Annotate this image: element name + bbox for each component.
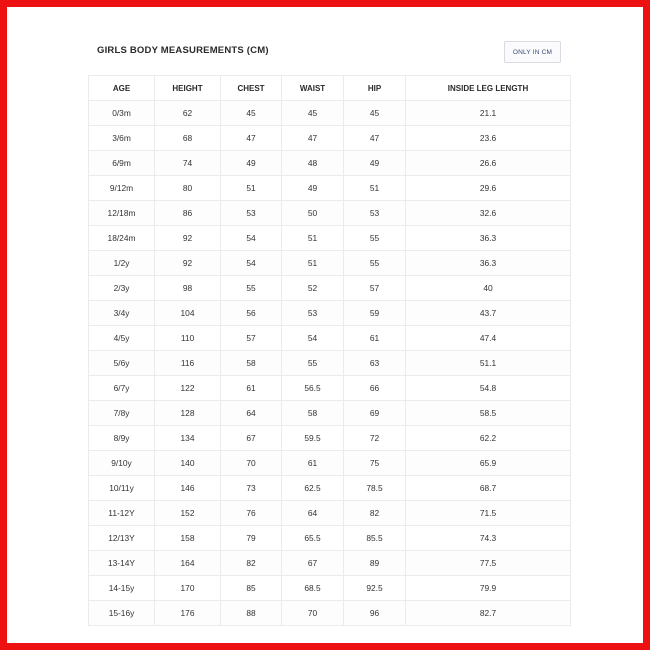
hip-cell: 53 bbox=[344, 201, 406, 226]
hip-cell: 69 bbox=[344, 401, 406, 426]
header-age: AGE bbox=[89, 76, 155, 101]
table-row bbox=[89, 326, 571, 351]
hip-cell: 61 bbox=[344, 326, 406, 351]
table-row bbox=[89, 276, 571, 301]
chest-cell: 73 bbox=[221, 476, 282, 501]
table-row bbox=[89, 576, 571, 601]
waist-cell: 55 bbox=[282, 351, 344, 376]
table-row bbox=[89, 151, 571, 176]
hip-cell: 49 bbox=[344, 151, 406, 176]
chest-cell: 56 bbox=[221, 301, 282, 326]
chest-cell: 57 bbox=[221, 326, 282, 351]
height-cell: 74 bbox=[155, 151, 221, 176]
waist-cell: 68.5 bbox=[282, 576, 344, 601]
height-cell: 146 bbox=[155, 476, 221, 501]
hip-cell: 66 bbox=[344, 376, 406, 401]
chest-cell: 58 bbox=[221, 351, 282, 376]
table-row bbox=[89, 501, 571, 526]
height-cell: 140 bbox=[155, 451, 221, 476]
hip-cell: 85.5 bbox=[344, 526, 406, 551]
height-cell: 92 bbox=[155, 251, 221, 276]
age-cell: 8/9y bbox=[89, 426, 155, 451]
inside-leg-length-cell: 54.8 bbox=[406, 376, 571, 401]
header-row bbox=[89, 76, 571, 101]
waist-cell: 65.5 bbox=[282, 526, 344, 551]
inside-leg-length-cell: 65.9 bbox=[406, 451, 571, 476]
inside-leg-length-cell: 40 bbox=[406, 276, 571, 301]
hip-cell: 72 bbox=[344, 426, 406, 451]
inside-leg-length-cell: 74.3 bbox=[406, 526, 571, 551]
waist-cell: 56.5 bbox=[282, 376, 344, 401]
hip-cell: 75 bbox=[344, 451, 406, 476]
hip-cell: 82 bbox=[344, 501, 406, 526]
hip-cell: 92.5 bbox=[344, 576, 406, 601]
inside-leg-length-cell: 82.7 bbox=[406, 601, 571, 626]
inside-leg-length-cell: 79.9 bbox=[406, 576, 571, 601]
height-cell: 62 bbox=[155, 101, 221, 126]
waist-cell: 51 bbox=[282, 226, 344, 251]
chest-cell: 76 bbox=[221, 501, 282, 526]
chest-cell: 85 bbox=[221, 576, 282, 601]
inside-leg-length-cell: 77.5 bbox=[406, 551, 571, 576]
hip-cell: 55 bbox=[344, 251, 406, 276]
height-cell: 116 bbox=[155, 351, 221, 376]
table-row bbox=[89, 351, 571, 376]
waist-cell: 54 bbox=[282, 326, 344, 351]
inside-leg-length-cell: 36.3 bbox=[406, 226, 571, 251]
height-cell: 128 bbox=[155, 401, 221, 426]
waist-cell: 59.5 bbox=[282, 426, 344, 451]
age-cell: 11-12Y bbox=[89, 501, 155, 526]
hip-cell: 59 bbox=[344, 301, 406, 326]
age-cell: 7/8y bbox=[89, 401, 155, 426]
age-cell: 18/24m bbox=[89, 226, 155, 251]
header-chest: CHEST bbox=[221, 76, 282, 101]
hip-cell: 78.5 bbox=[344, 476, 406, 501]
table-row bbox=[89, 526, 571, 551]
table-row bbox=[89, 601, 571, 626]
inside-leg-length-cell: 58.5 bbox=[406, 401, 571, 426]
inside-leg-length-cell: 32.6 bbox=[406, 201, 571, 226]
inside-leg-length-cell: 43.7 bbox=[406, 301, 571, 326]
waist-cell: 47 bbox=[282, 126, 344, 151]
age-cell: 15-16y bbox=[89, 601, 155, 626]
age-cell: 6/9m bbox=[89, 151, 155, 176]
height-cell: 164 bbox=[155, 551, 221, 576]
waist-cell: 50 bbox=[282, 201, 344, 226]
inside-leg-length-cell: 71.5 bbox=[406, 501, 571, 526]
hip-cell: 63 bbox=[344, 351, 406, 376]
waist-cell: 64 bbox=[282, 501, 344, 526]
chest-cell: 67 bbox=[221, 426, 282, 451]
table-row bbox=[89, 251, 571, 276]
waist-cell: 62.5 bbox=[282, 476, 344, 501]
chest-cell: 64 bbox=[221, 401, 282, 426]
inside-leg-length-cell: 23.6 bbox=[406, 126, 571, 151]
chest-cell: 54 bbox=[221, 251, 282, 276]
age-cell: 0/3m bbox=[89, 101, 155, 126]
waist-cell: 53 bbox=[282, 301, 344, 326]
chest-cell: 88 bbox=[221, 601, 282, 626]
table-row bbox=[89, 176, 571, 201]
height-cell: 152 bbox=[155, 501, 221, 526]
height-cell: 92 bbox=[155, 226, 221, 251]
chest-cell: 53 bbox=[221, 201, 282, 226]
chest-cell: 70 bbox=[221, 451, 282, 476]
table-row bbox=[89, 401, 571, 426]
height-cell: 110 bbox=[155, 326, 221, 351]
chest-cell: 47 bbox=[221, 126, 282, 151]
table-row bbox=[89, 226, 571, 251]
age-cell: 12/13Y bbox=[89, 526, 155, 551]
hip-cell: 51 bbox=[344, 176, 406, 201]
inside-leg-length-cell: 68.7 bbox=[406, 476, 571, 501]
waist-cell: 61 bbox=[282, 451, 344, 476]
chest-cell: 55 bbox=[221, 276, 282, 301]
chest-cell: 82 bbox=[221, 551, 282, 576]
table-row bbox=[89, 201, 571, 226]
age-cell: 9/10y bbox=[89, 451, 155, 476]
height-cell: 80 bbox=[155, 176, 221, 201]
inside-leg-length-cell: 36.3 bbox=[406, 251, 571, 276]
table-row bbox=[89, 376, 571, 401]
header-inside-leg-length: INSIDE LEG LENGTH bbox=[406, 76, 571, 101]
age-cell: 10/11y bbox=[89, 476, 155, 501]
unit-toggle-button[interactable]: ONLY IN CM bbox=[504, 41, 561, 63]
height-cell: 122 bbox=[155, 376, 221, 401]
chest-cell: 61 bbox=[221, 376, 282, 401]
table-row bbox=[89, 126, 571, 151]
age-cell: 5/6y bbox=[89, 351, 155, 376]
header-waist: WAIST bbox=[282, 76, 344, 101]
table-row bbox=[89, 426, 571, 451]
age-cell: 3/6m bbox=[89, 126, 155, 151]
inside-leg-length-cell: 21.1 bbox=[406, 101, 571, 126]
height-cell: 86 bbox=[155, 201, 221, 226]
chest-cell: 51 bbox=[221, 176, 282, 201]
table-row bbox=[89, 101, 571, 126]
age-cell: 3/4y bbox=[89, 301, 155, 326]
waist-cell: 45 bbox=[282, 101, 344, 126]
hip-cell: 55 bbox=[344, 226, 406, 251]
table-body bbox=[89, 101, 571, 626]
age-cell: 13-14Y bbox=[89, 551, 155, 576]
inside-leg-length-cell: 29.6 bbox=[406, 176, 571, 201]
page-title: GIRLS BODY MEASUREMENTS (CM) bbox=[97, 45, 269, 56]
height-cell: 176 bbox=[155, 601, 221, 626]
hip-cell: 57 bbox=[344, 276, 406, 301]
age-cell: 4/5y bbox=[89, 326, 155, 351]
age-cell: 2/3y bbox=[89, 276, 155, 301]
table-row bbox=[89, 301, 571, 326]
inside-leg-length-cell: 47.4 bbox=[406, 326, 571, 351]
size-chart-table bbox=[88, 75, 571, 626]
chest-cell: 54 bbox=[221, 226, 282, 251]
age-cell: 9/12m bbox=[89, 176, 155, 201]
age-cell: 6/7y bbox=[89, 376, 155, 401]
hip-cell: 96 bbox=[344, 601, 406, 626]
inside-leg-length-cell: 51.1 bbox=[406, 351, 571, 376]
waist-cell: 51 bbox=[282, 251, 344, 276]
age-cell: 14-15y bbox=[89, 576, 155, 601]
hip-cell: 47 bbox=[344, 126, 406, 151]
waist-cell: 49 bbox=[282, 176, 344, 201]
table-row bbox=[89, 451, 571, 476]
chest-cell: 45 bbox=[221, 101, 282, 126]
header-height: HEIGHT bbox=[155, 76, 221, 101]
waist-cell: 67 bbox=[282, 551, 344, 576]
header-hip: HIP bbox=[344, 76, 406, 101]
chest-cell: 79 bbox=[221, 526, 282, 551]
waist-cell: 48 bbox=[282, 151, 344, 176]
hip-cell: 45 bbox=[344, 101, 406, 126]
waist-cell: 52 bbox=[282, 276, 344, 301]
table-row bbox=[89, 551, 571, 576]
inside-leg-length-cell: 26.6 bbox=[406, 151, 571, 176]
height-cell: 104 bbox=[155, 301, 221, 326]
chest-cell: 49 bbox=[221, 151, 282, 176]
age-cell: 12/18m bbox=[89, 201, 155, 226]
waist-cell: 70 bbox=[282, 601, 344, 626]
age-cell: 1/2y bbox=[89, 251, 155, 276]
height-cell: 134 bbox=[155, 426, 221, 451]
height-cell: 68 bbox=[155, 126, 221, 151]
height-cell: 98 bbox=[155, 276, 221, 301]
table-row bbox=[89, 476, 571, 501]
height-cell: 158 bbox=[155, 526, 221, 551]
height-cell: 170 bbox=[155, 576, 221, 601]
inside-leg-length-cell: 62.2 bbox=[406, 426, 571, 451]
waist-cell: 58 bbox=[282, 401, 344, 426]
hip-cell: 89 bbox=[344, 551, 406, 576]
